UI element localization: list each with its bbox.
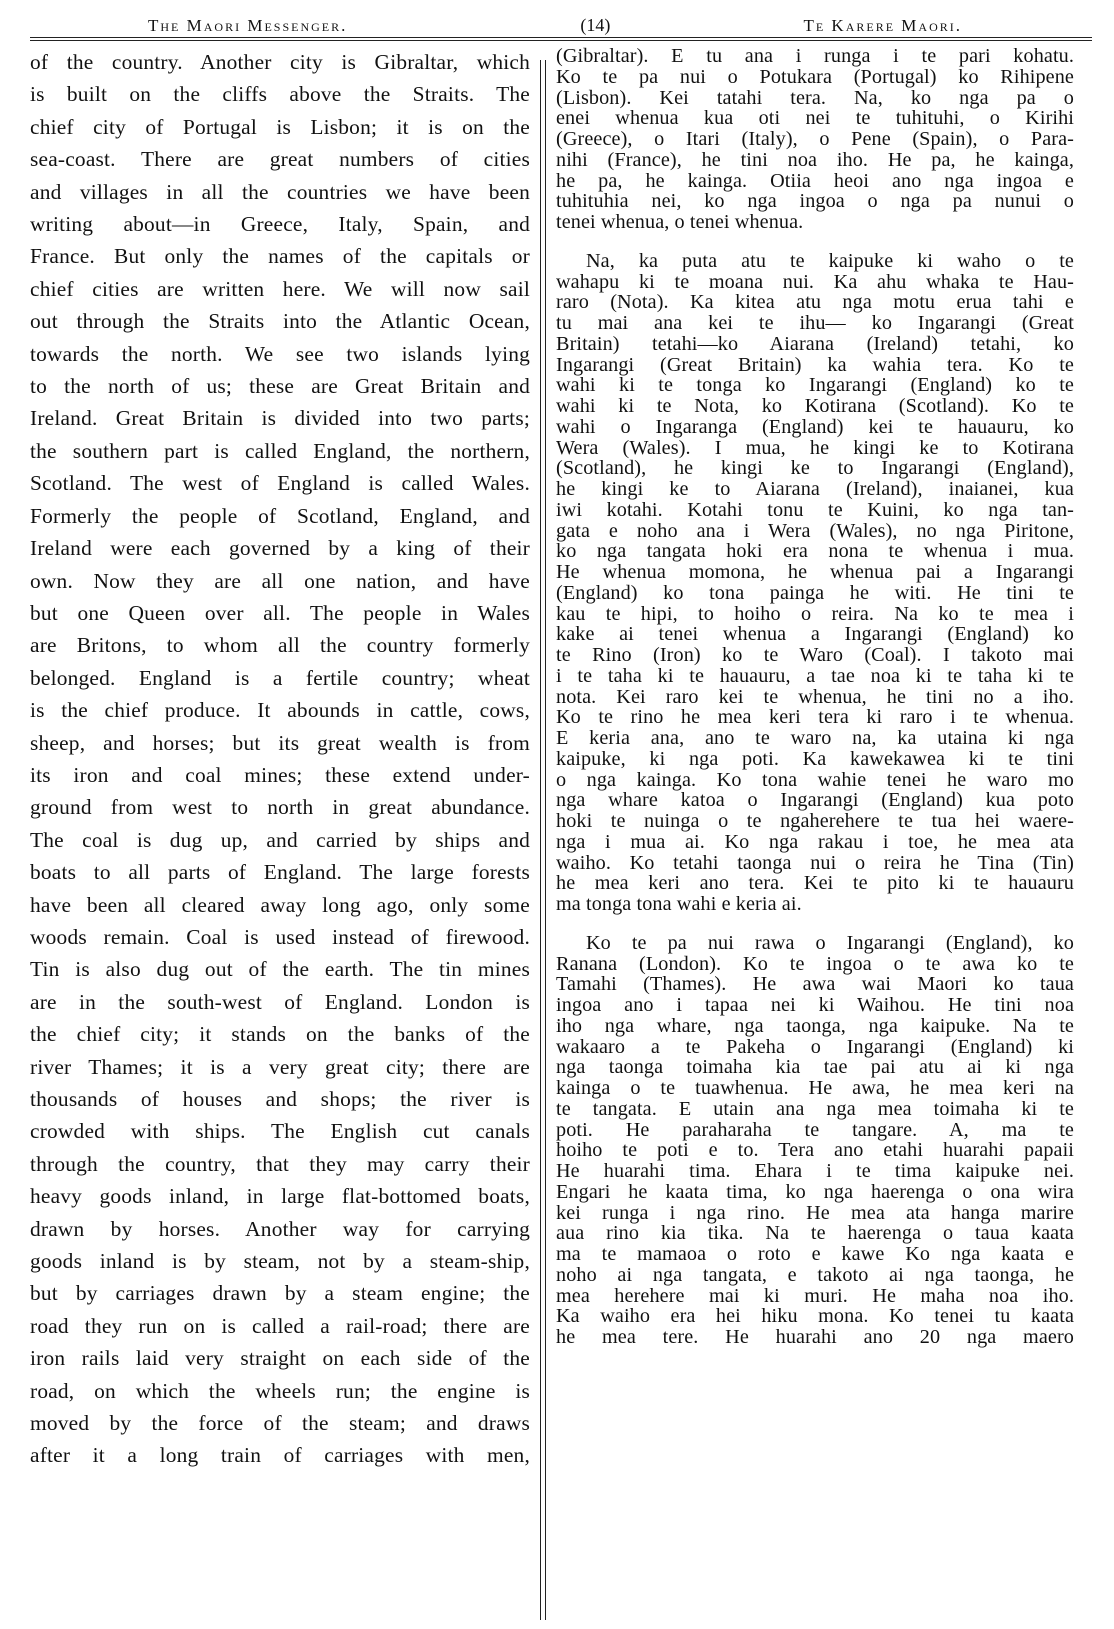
maori-paragraph-2 xyxy=(556,251,1074,915)
text-line: He whenua momona, he whenua pai a Ingarangi xyxy=(556,561,1074,583)
text-line: Ka waiho era hei hiku mona. Ko tenei tu kaata xyxy=(556,1305,1074,1328)
text-line: chief cities are written here. We will now sail xyxy=(30,276,530,301)
text-line: but one Queen over all. The people in Wales xyxy=(30,600,530,625)
text-line: (England) ko tona painga he witi. He tini te xyxy=(556,581,1074,604)
text-line: nihi (France), he tini noa iho. He pa, he kainga, xyxy=(556,148,1074,171)
text-line: Britain) tetahi—ko Aiarana (Ireland) tetahi, ko xyxy=(556,332,1074,355)
maori-paragraph-3 xyxy=(556,933,1074,1348)
text-line: are Britons, to whom all the country formerly xyxy=(30,633,530,658)
text-line: through the country, that they may carry their xyxy=(30,1151,530,1176)
text-line: nga i mua ai. Ko nga rakau i toe, he mea ata xyxy=(556,830,1074,853)
text-line: i te taha ki te hauauru, a tae noa ki te taha ki te xyxy=(556,664,1074,687)
text-line: enei whenua kua oti nei te tuhituhi, o Kirihi xyxy=(556,107,1074,130)
text-line: and villages in all the countries we have been xyxy=(30,179,530,204)
text-line: (Lisbon). Kei tatahi tera. Na, ko nga pa o xyxy=(556,86,1074,109)
text-line: o nga kainga. Ko tona wahie tenei he waro mo xyxy=(556,768,1074,791)
text-line: Ko te pa nui rawa o Ingarangi (England), ko xyxy=(586,931,1074,954)
text-line: ko nga tangata hoki era nona te whenua i mua. xyxy=(556,540,1074,563)
text-line: wahi ki te Nota, ko Kotirana (Scotland). Ko te xyxy=(556,395,1074,417)
text-line: E keria ana, ano te waro na, ka utaina ki nga xyxy=(556,727,1074,749)
text-line: woods remain. Coal is used instead of firewood. xyxy=(30,924,530,949)
text-line: he kingi ke to Aiarana (Ireland), inaianei, kua xyxy=(556,478,1074,500)
text-line: road, on which the wheels run; the engine is xyxy=(30,1378,530,1403)
text-line: waiho. Ko tetahi taonga nui o reira he Tina (Tin) xyxy=(556,851,1074,874)
header-title-maori: Te Karere Maori. xyxy=(803,16,962,35)
text-line: belonged. England is a fertile country; wheat xyxy=(30,665,530,690)
text-line: ma tonga tona wahi e keria ai. xyxy=(556,893,802,915)
column-divider-inner xyxy=(545,60,546,1620)
text-line: its iron and coal mines; these extend under- xyxy=(30,762,530,787)
text-line: writing about—in Greece, Italy, Spain, and xyxy=(30,212,530,237)
text-line: hoiho te poti e to. Tera ano etahi huarahi papaii xyxy=(556,1139,1074,1162)
text-line: Ireland. Great Britain is divided into two parts; xyxy=(30,406,530,431)
text-line: (Gibraltar). E tu ana i runga i te pari kohatu. xyxy=(556,45,1074,67)
text-line: nga taonga toimaha kia tae pai atu ai ki nga xyxy=(556,1056,1074,1079)
english-column xyxy=(30,46,530,1472)
text-line: ma te mamaoa o roto e kawe Ko nga kaata e xyxy=(556,1243,1074,1265)
text-line: Engari he kaata tima, ko nga haerenga o ona wira xyxy=(556,1180,1074,1203)
text-line: sheep, and horses; but its great wealth is from xyxy=(30,730,530,755)
page-number: (14) xyxy=(580,15,611,35)
text-line: mea herehere mai ki muri. He maha noa iho. xyxy=(556,1284,1074,1307)
text-line: wahi ki te tonga ko Ingarangi (England) ko te xyxy=(556,374,1074,397)
text-line: out through the Straits into the Atlantic Ocean, xyxy=(30,309,530,334)
text-line: tuhituhia nei, ko nga ingoa o nga pa nunui o xyxy=(556,190,1074,213)
text-line: thousands of houses and shops; the river is xyxy=(30,1087,530,1111)
text-line: (Scotland), he kingi ke to Ingarangi (England), xyxy=(556,457,1074,480)
text-line: He huarahi tima. Ehara i te tima kaipuke nei. xyxy=(556,1160,1074,1182)
text-line: sea-coast. There are great numbers of cities xyxy=(30,147,530,172)
text-line: crowded with ships. The English cut canals xyxy=(30,1119,530,1144)
text-line: road they run on is called a rail-road; there are xyxy=(30,1313,530,1338)
text-line: France. But only the names of the capitals or xyxy=(30,244,530,269)
text-line: is the chief produce. It abounds in cattle, cows, xyxy=(30,698,530,723)
text-line: noho ai nga tangata, e takoto ai nga taonga, he xyxy=(556,1263,1074,1286)
text-line: the chief city; it stands on the banks of the xyxy=(30,1022,530,1047)
text-line: iron rails laid very straight on each side of the xyxy=(30,1346,530,1371)
text-line: river Thames; it is a very great city; there are xyxy=(30,1054,530,1079)
maori-paragraph-1 xyxy=(556,46,1074,233)
text-line: of the country. Another city is Gibraltar, which xyxy=(30,50,530,74)
text-line: kau te hipi, to hoiho o reira. Na ko te mea i xyxy=(556,602,1074,625)
text-line: Ireland were each governed by a king of their xyxy=(30,536,530,561)
text-line: kainga o te tuawhenua. He awa, he mea keri na xyxy=(556,1077,1074,1099)
text-line: Ranana (London). Ko te ingoa o te awa ko te xyxy=(556,952,1074,975)
text-line: Scotland. The west of England is called Wales. xyxy=(30,471,530,496)
text-line: Tin is also dug out of the earth. The tin mines xyxy=(30,957,530,982)
text-line: chief city of Portugal is Lisbon; it is on the xyxy=(30,114,530,139)
text-line: Tamahi (Thames). He awa wai Maori ko taua xyxy=(556,973,1074,996)
text-line: he mea keri ano tera. Kei te pito ki te hauauru xyxy=(556,872,1074,895)
text-line: is built on the cliffs above the Straits. The xyxy=(30,82,530,107)
page-header xyxy=(30,0,1090,36)
text-line: ground from west to north in great abundance. xyxy=(30,795,530,820)
text-line: wahapu ki te moana nui. Ka ahu whaka te Hau- xyxy=(556,270,1074,293)
text-line: after it a long train of carriages with men, xyxy=(30,1443,530,1468)
maori-column xyxy=(556,46,1074,1348)
text-line: kei runga i nga rino. He mea ata hanga marire xyxy=(556,1201,1074,1224)
text-line: (Greece), o Itari (Italy), o Pene (Spain), o Para- xyxy=(556,128,1074,150)
text-line: he pa, he kainga. Otiia heoi ano nga ingoa e xyxy=(556,169,1074,192)
text-line: have been all cleared away long ago, only some xyxy=(30,892,530,917)
text-line: the southern part is called England, the northern, xyxy=(30,438,530,463)
paragraph-gap xyxy=(556,915,1074,933)
text-line: Na, ka puta atu te kaipuke ki waho o te xyxy=(586,249,1074,272)
text-line: hoki te nuinga o te ngaherehere te tua hei waere- xyxy=(556,810,1074,832)
text-line: wakaaro a te Pakeha o Ingarangi (England) ki xyxy=(556,1035,1074,1058)
text-line: Wera (Wales). I mua, he kingi ke to Kotirana xyxy=(556,436,1074,459)
text-line: gata e noho ana i Wera (Wales), no nga Piritone, xyxy=(556,519,1074,542)
text-line: te tangata. E utain ana nga mea toimaha ki te xyxy=(556,1097,1074,1120)
text-line: poti. He paraharaha te tangare. A, ma te xyxy=(556,1118,1074,1141)
header-title-english: The Maori Messenger. xyxy=(148,16,348,35)
text-line: wahi o Ingaranga (England) kei te hauauru, ko xyxy=(556,415,1074,438)
text-line: to the north of us; these are Great Britain and xyxy=(30,374,530,399)
text-line: goods inland is by steam, not by a steam-ship, xyxy=(30,1249,530,1274)
text-line: drawn by horses. Another way for carrying xyxy=(30,1216,530,1241)
paragraph-gap xyxy=(556,233,1074,251)
text-line: he mea tere. He huarahi ano 20 nga maero xyxy=(556,1326,1074,1348)
text-line: ingoa ano i tapaa nei ki Waihou. He tini noa xyxy=(556,994,1074,1016)
text-line: tenei whenua, o tenei whenua. xyxy=(556,211,804,233)
text-line: but by carriages drawn by a steam engine; the xyxy=(30,1281,530,1306)
header-rule xyxy=(30,37,1092,41)
text-line: moved by the force of the steam; and draws xyxy=(30,1411,530,1436)
text-line: own. Now they are all one nation, and have xyxy=(30,568,530,593)
text-line: The coal is dug up, and carried by ships and xyxy=(30,827,530,852)
text-line: are in the south-west of England. London is xyxy=(30,989,530,1014)
text-line: iwi kotahi. Kotahi tonu te Kuini, ko nga tan- xyxy=(556,498,1074,521)
text-line: nga whare katoa o Ingarangi (England) kua poto xyxy=(556,789,1074,812)
text-line: boats to all parts of England. The large forests xyxy=(30,860,530,885)
text-line: tu mai ana kei te ihu— ko Ingarangi (Great xyxy=(556,312,1074,334)
text-line: kaipuke, ki nga poti. Ka kawekawea ki te tini xyxy=(556,747,1074,770)
text-line: iho nga whare, nga taonga, nga kaipuke. Na te xyxy=(556,1014,1074,1037)
text-line: aua rino kia tika. Na te haerenga o taua kaata xyxy=(556,1222,1074,1245)
text-line: nota. Kei raro kei te whenua, he tini no a iho. xyxy=(556,685,1074,708)
text-line: raro (Nota). Ka kitea atu nga motu erua tahi e xyxy=(556,291,1074,314)
text-line: Ko te rino he mea keri tera ki raro i te whenua. xyxy=(556,706,1074,729)
text-line: towards the north. We see two islands lying xyxy=(30,341,530,366)
text-line: Formerly the people of Scotland, England, and xyxy=(30,503,530,528)
text-line: Ko te pa nui o Potukara (Portugal) ko Rihipene xyxy=(556,65,1074,88)
text-line: te Rino (Iron) ko te Waro (Coal). I takoto mai xyxy=(556,644,1074,666)
text-line: kake ai tenei whenua a Ingarangi (England) ko xyxy=(556,623,1074,646)
text-line: Ingarangi (Great Britain) ka wahia tera. Ko te xyxy=(556,353,1074,376)
column-divider xyxy=(540,60,541,1620)
text-line: heavy goods inland, in large flat-bottomed boats, xyxy=(30,1184,530,1209)
